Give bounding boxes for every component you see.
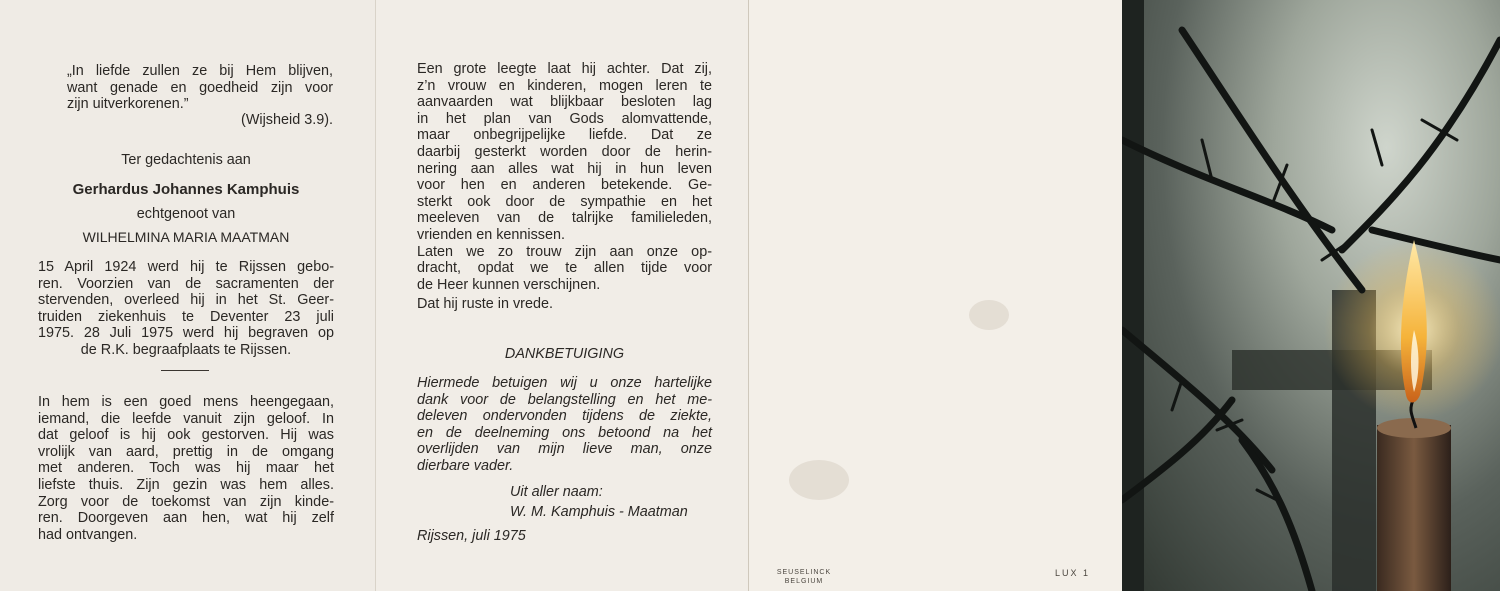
body-line: maar onbegrijpelijke liefde. Dat ze [417, 127, 712, 144]
card-panel-left [0, 0, 375, 591]
body-line: z’n vrouw en kinderen, mogen leren te [417, 77, 712, 94]
card-panel-middle [375, 0, 748, 591]
body-line: vrienden en kennissen. [417, 226, 566, 243]
series-code: LUX 1 [1055, 568, 1091, 578]
body-line: Dat hij ruste in vrede. [417, 296, 553, 313]
quote-line: „In liefde zullen ze bij Hem blijven, [67, 63, 333, 79]
thanks-line: overlijden van mijn lieve man, onze [417, 441, 712, 458]
thanks-heading: DANKBETUIGING [504, 346, 625, 362]
thanks-line: dierbare vader. [417, 457, 514, 474]
deceased-name: Gerhardus Johannes Kamphuis [72, 181, 300, 198]
tribute-line: Zorg voor de toekomst van zijn kinde- [38, 493, 334, 510]
tribute-line: iemand, die leefde vanuit zijn geloof. In [38, 410, 334, 427]
printer-country: BELGIUM [784, 578, 824, 585]
section-divider [161, 370, 209, 371]
bio-line: 15 April 1924 werd hij te Rijssen gebo- [38, 259, 334, 275]
thanks-line: Hiermede betuigen wij u onze hartelijke [417, 375, 712, 391]
body-line: daarbij gesterkt worden door de herin- [417, 143, 712, 160]
quote-line: zijn uitverkorenen.” [67, 96, 189, 113]
card-panel-back [748, 0, 1122, 591]
place-date: Rijssen, juli 1975 [417, 528, 526, 544]
bio-line: truiden ziekenhuis te Deventer 23 juli [38, 308, 334, 325]
bio-line: de R.K. begraafplaats te Rijssen. [80, 341, 292, 358]
body-line: meeleven van de talrijke familieleden, [417, 210, 712, 227]
signature-intro: Uit aller naam: [510, 484, 603, 500]
printer-name: SEUSELINCK [776, 569, 832, 576]
tribute-line: dat geloof is hij ook gestorven. Hij was [38, 427, 334, 444]
body-line: in het plan van Gods alomvattende, [417, 110, 712, 127]
bio-line: ren. Voorzien van de sacramenten der [38, 275, 334, 292]
thanks-line: deleven ondervonden tijdens de ziekte, [417, 408, 712, 425]
spouse-relation: echtgenoot van [136, 206, 236, 222]
quote-line: want genade en goedheid zijn voor [67, 79, 333, 96]
body-line: Laten we zo trouw zijn aan onze op- [417, 243, 712, 260]
tribute-line: vrolijk van aard, prettig in de omgang [38, 443, 334, 460]
biography [38, 259, 334, 359]
thanks-text [417, 375, 712, 475]
paper-stain [789, 460, 849, 500]
tribute-line: ren. Doorgeven aan hen, wat hij zelf [38, 510, 334, 527]
tribute-line: met anderen. Toch was hij maar het [38, 460, 334, 477]
spouse-name: WILHELMINA MARIA MAATMAN [82, 229, 290, 245]
body-line: dracht, opdat we te allen tijde voor [417, 260, 712, 277]
tribute-text [38, 394, 334, 543]
tribute-line: had ontvangen. [38, 526, 138, 543]
paper-stain [969, 300, 1009, 330]
bible-quote [67, 63, 333, 113]
thanks-line: dank voor de belangstelling en het me- [417, 391, 712, 408]
body-line: de Heer kunnen verschijnen. [417, 276, 601, 293]
quote-source: (Wijsheid 3.9). [241, 112, 333, 128]
signature-name: W. M. Kamphuis - Maatman [510, 504, 688, 520]
closing-text [417, 61, 712, 313]
body-line: voor hen en anderen betekende. Ge- [417, 177, 712, 194]
body-line: nering aan alles wat hij in hun leven [417, 160, 712, 177]
candle-thorns-cross-photo-icon [1122, 0, 1500, 591]
memorial-heading: Ter gedachtenis aan [121, 152, 251, 168]
body-line: sterkt ook door de sympathie en het [417, 193, 712, 210]
body-line: aanvaarden wat blijkbaar besloten lag [417, 94, 712, 111]
tribute-line: In hem is een goed mens heengegaan, [38, 394, 334, 410]
body-line: Een grote leegte laat hij achter. Dat zij, [417, 61, 712, 77]
bio-line: 1975. 28 Juli 1975 werd hij begraven op [38, 325, 334, 342]
card-photo-candle [1122, 0, 1500, 591]
printer-mark [769, 568, 839, 586]
tribute-line: liefste thuis. Zijn gezin was hem alles. [38, 476, 334, 493]
bio-line: stervenden, overleed hij in het St. Geer- [38, 292, 334, 309]
thanks-line: en de deelneming ons betoond na het [417, 424, 712, 441]
